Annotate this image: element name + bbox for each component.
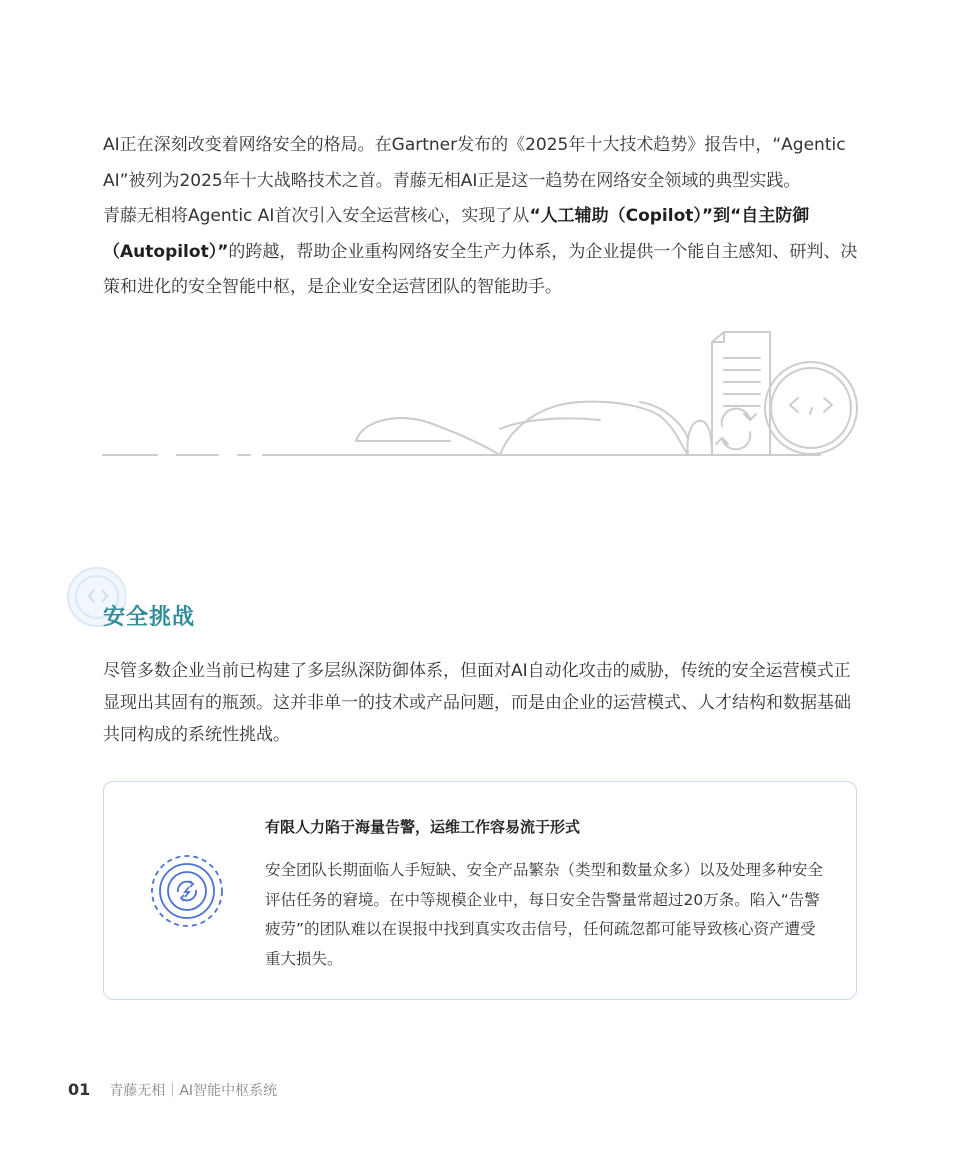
intro-paragraph-1: AI正在深刻改变着网络安全的格局。在Gartner发布的《2025年十大技术趋势》报告中，“Agentic AI”被列为2025年十大战略技术之首。青藤无相AI正是这一趋势在网络安全领域的典型实践。 bbox=[103, 135, 846, 191]
intro-paragraph-2 bbox=[103, 199, 863, 306]
sync-alert-icon bbox=[150, 854, 224, 928]
decorative-line-illustration bbox=[100, 328, 862, 462]
intro-paragraph-2-lead: 青藤无相将Agentic AI首次引入安全运营核心，实现了从 bbox=[103, 206, 530, 226]
page-number: 01 bbox=[68, 1080, 91, 1099]
intro-paragraph-2-highlight: “人工辅助（Copilot）”到“自主防御（Autopilot）” bbox=[103, 206, 810, 262]
intro-paragraph-2-tail: 的跨越，帮助企业重构网络安全生产力体系，为企业提供一个能自主感知、研判、决策和进化的安全智能中枢，是企业安全运营团队的智能助手。 bbox=[103, 241, 858, 297]
section-intro: 尽管多数企业当前已构建了多层纵深防御体系，但面对AI自动化攻击的威胁，传统的安全运营模式正显现出其固有的瓶颈。这并非单一的技术或产品问题，而是由企业的运营模式、人才结构和数据基础共同构成的系统性挑战。 bbox=[103, 661, 851, 745]
challenge-card bbox=[103, 781, 857, 1000]
page-footer bbox=[68, 1080, 277, 1100]
card-title: 有限人力陷于海量告警，运维工作容易流于形式 bbox=[265, 818, 581, 836]
section-title: 安全挑战 bbox=[103, 605, 196, 630]
intro-text bbox=[103, 128, 863, 306]
card-body: 安全团队长期面临人手短缺、安全产品繁杂（类型和数量众多）以及处理多种安全评估任务的窘境。在中等规模企业中，每日安全告警量常超过20万条。陷入“告警疲劳”的团队难以在误报中找到真实攻击信号，任何疏忽都可能导致核心资产遭受重大损失。 bbox=[265, 861, 824, 968]
footer-title: 青藤无相｜AI智能中枢系统 bbox=[109, 1083, 278, 1099]
